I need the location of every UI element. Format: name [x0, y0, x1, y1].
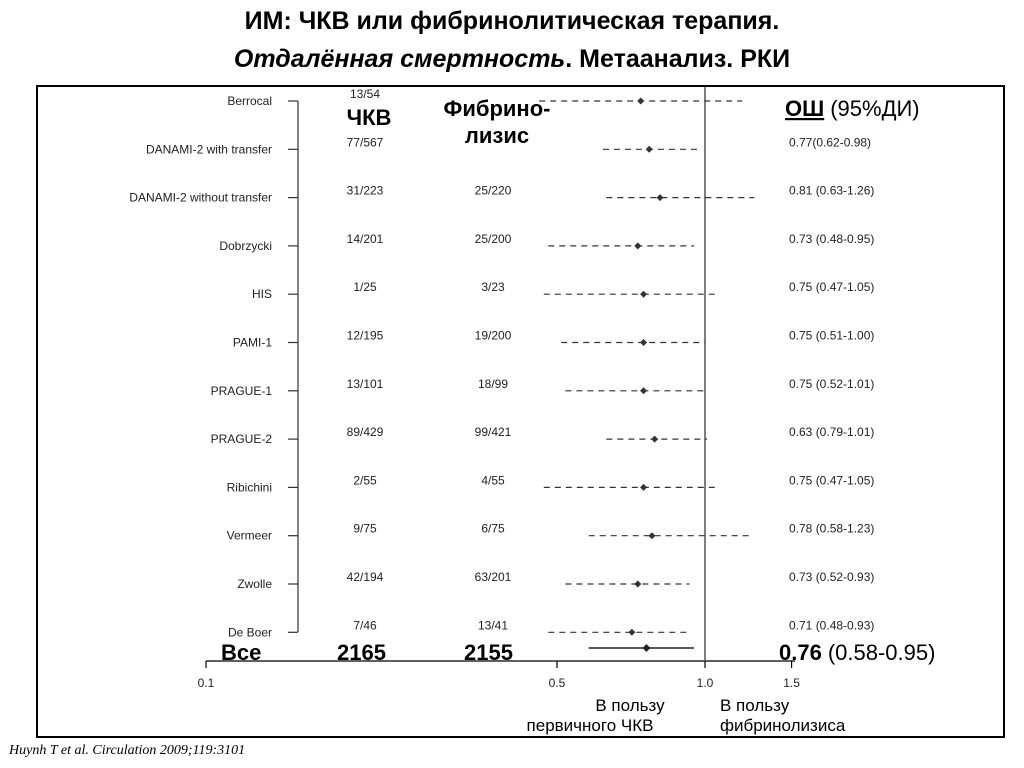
total-pci: 2165 — [337, 640, 386, 665]
total-fibrinolysis: 2155 — [464, 640, 513, 665]
study-rows — [129, 87, 874, 660]
study-point — [634, 581, 641, 588]
total-or-value: 0.76 — [779, 640, 822, 665]
study-row — [228, 618, 874, 639]
study-row — [211, 425, 875, 446]
study-name: PRAGUE-1 — [210, 383, 272, 398]
header-fibrinolysis-line2: лизис — [464, 123, 530, 148]
study-pci-events: 13/101 — [346, 376, 384, 391]
study-point — [657, 194, 664, 201]
study-point — [646, 146, 653, 153]
x-tick-label: 0.1 — [197, 676, 215, 690]
study-row — [219, 232, 874, 253]
citation: Huynh T et al. Circulation 2009;119:3101 — [9, 743, 246, 758]
study-fibrinolysis-events: 25/220 — [474, 183, 512, 198]
study-or-text: 0.73 (0.52-0.93) — [789, 570, 875, 584]
title-line-1: ИМ: ЧКВ или фибринолитическая терапия. — [244, 7, 780, 35]
total-point — [642, 644, 650, 652]
header-or-ci: (95%ДИ) — [830, 96, 920, 121]
study-point — [640, 484, 647, 491]
study-point — [648, 532, 655, 539]
study-fibrinolysis-events: 6/75 — [481, 521, 505, 536]
study-name: HIS — [251, 287, 272, 302]
study-pci-events: 14/201 — [346, 231, 384, 246]
study-name: Berrocal — [227, 94, 272, 108]
study-pci-events: 42/194 — [346, 570, 384, 584]
study-fibrinolysis-events: 13/41 — [477, 618, 509, 633]
header-odds-ratio — [785, 96, 920, 121]
study-row — [227, 522, 875, 543]
study-point — [640, 387, 647, 394]
study-or-text: 0.78 (0.58-1.23) — [789, 521, 875, 536]
study-pci-events: 1/25 — [353, 280, 377, 295]
study-or-text: 0.75 (0.47-1.05) — [789, 280, 875, 295]
study-point — [634, 242, 641, 249]
study-pci-events: 77/567 — [346, 135, 384, 150]
total-label: Все — [221, 640, 262, 665]
header-or-bold: ОШ — [785, 96, 825, 121]
study-pci-events: 31/223 — [346, 183, 384, 198]
study-or-text: 0.81 (0.63-1.26) — [789, 183, 875, 198]
study-fibrinolysis-events: 3/23 — [481, 280, 505, 295]
study-fibrinolysis-events: 19/200 — [474, 328, 512, 343]
study-name: Ribichini — [226, 480, 272, 495]
favor-fibrinolysis-line2: фибринолизиса — [720, 716, 846, 735]
favor-pci-line2: первичного ЧКВ — [526, 716, 654, 735]
study-or-text: 0.71 (0.48-0.93) — [789, 618, 875, 633]
study-point — [628, 629, 635, 636]
study-pci-events: 7/46 — [353, 618, 377, 633]
x-tick-label: 1.0 — [696, 676, 714, 690]
study-name: Vermeer — [226, 528, 272, 543]
study-point — [640, 291, 647, 298]
study-fibrinolysis-events: 63/201 — [474, 570, 512, 584]
title-italic-part: Отдалённая смертность — [233, 45, 566, 73]
study-row — [252, 280, 874, 301]
study-name: PRAGUE-2 — [210, 432, 272, 447]
study-or-text: 0.75 (0.47-1.05) — [789, 473, 875, 488]
total-or-ci: (0.58-0.95) — [827, 640, 936, 665]
header-fibrinolysis-line1: Фибрино- — [443, 96, 551, 121]
study-name: Zwolle — [237, 577, 272, 591]
study-or-text: 0.75 (0.51-1.00) — [789, 328, 875, 343]
study-name: PAMI-1 — [232, 335, 272, 350]
study-or-text: 0.77(0.62-0.98) — [789, 135, 872, 150]
study-name: De Boer — [227, 625, 272, 640]
study-row — [237, 570, 874, 591]
study-name: DANAMI-2 without transfer — [129, 190, 272, 205]
study-fibrinolysis-events: 4/55 — [481, 473, 505, 488]
x-tick-label: 1.5 — [783, 676, 800, 690]
header-pci: ЧКВ — [346, 105, 392, 130]
study-pci-events: 2/55 — [353, 473, 377, 488]
study-fibrinolysis-events: 25/200 — [474, 231, 512, 246]
study-or-text: 0.75 (0.52-1.01) — [789, 376, 875, 391]
study-row — [227, 473, 875, 494]
study-row — [129, 184, 874, 205]
favor-fibrinolysis-line1: В пользу — [720, 696, 790, 715]
favor-pci-line1: В пользу — [595, 696, 665, 715]
study-row — [233, 329, 875, 350]
x-axis — [198, 661, 846, 735]
study-or-text: 0.63 (0.79-1.01) — [789, 425, 875, 440]
study-point — [640, 339, 647, 346]
total-or — [779, 640, 935, 665]
title-rest-part: . Метаанализ. РКИ — [565, 45, 791, 73]
study-row — [211, 377, 875, 398]
study-name: DANAMI-2 with transfer — [145, 142, 272, 157]
study-pci-events: 89/429 — [346, 425, 384, 440]
study-fibrinolysis-events: 99/421 — [474, 425, 512, 440]
study-pci-events: 12/195 — [346, 328, 384, 343]
study-or-text: 0.73 (0.48-0.95) — [789, 231, 875, 246]
x-tick-label: 0.5 — [548, 676, 566, 690]
study-pci-events: 13/54 — [349, 87, 381, 101]
study-fibrinolysis-events: 18/99 — [477, 376, 509, 391]
study-name: Dobrzycki — [219, 238, 272, 253]
study-point — [637, 98, 644, 105]
study-pci-events: 9/75 — [353, 521, 377, 536]
study-point — [651, 436, 658, 443]
